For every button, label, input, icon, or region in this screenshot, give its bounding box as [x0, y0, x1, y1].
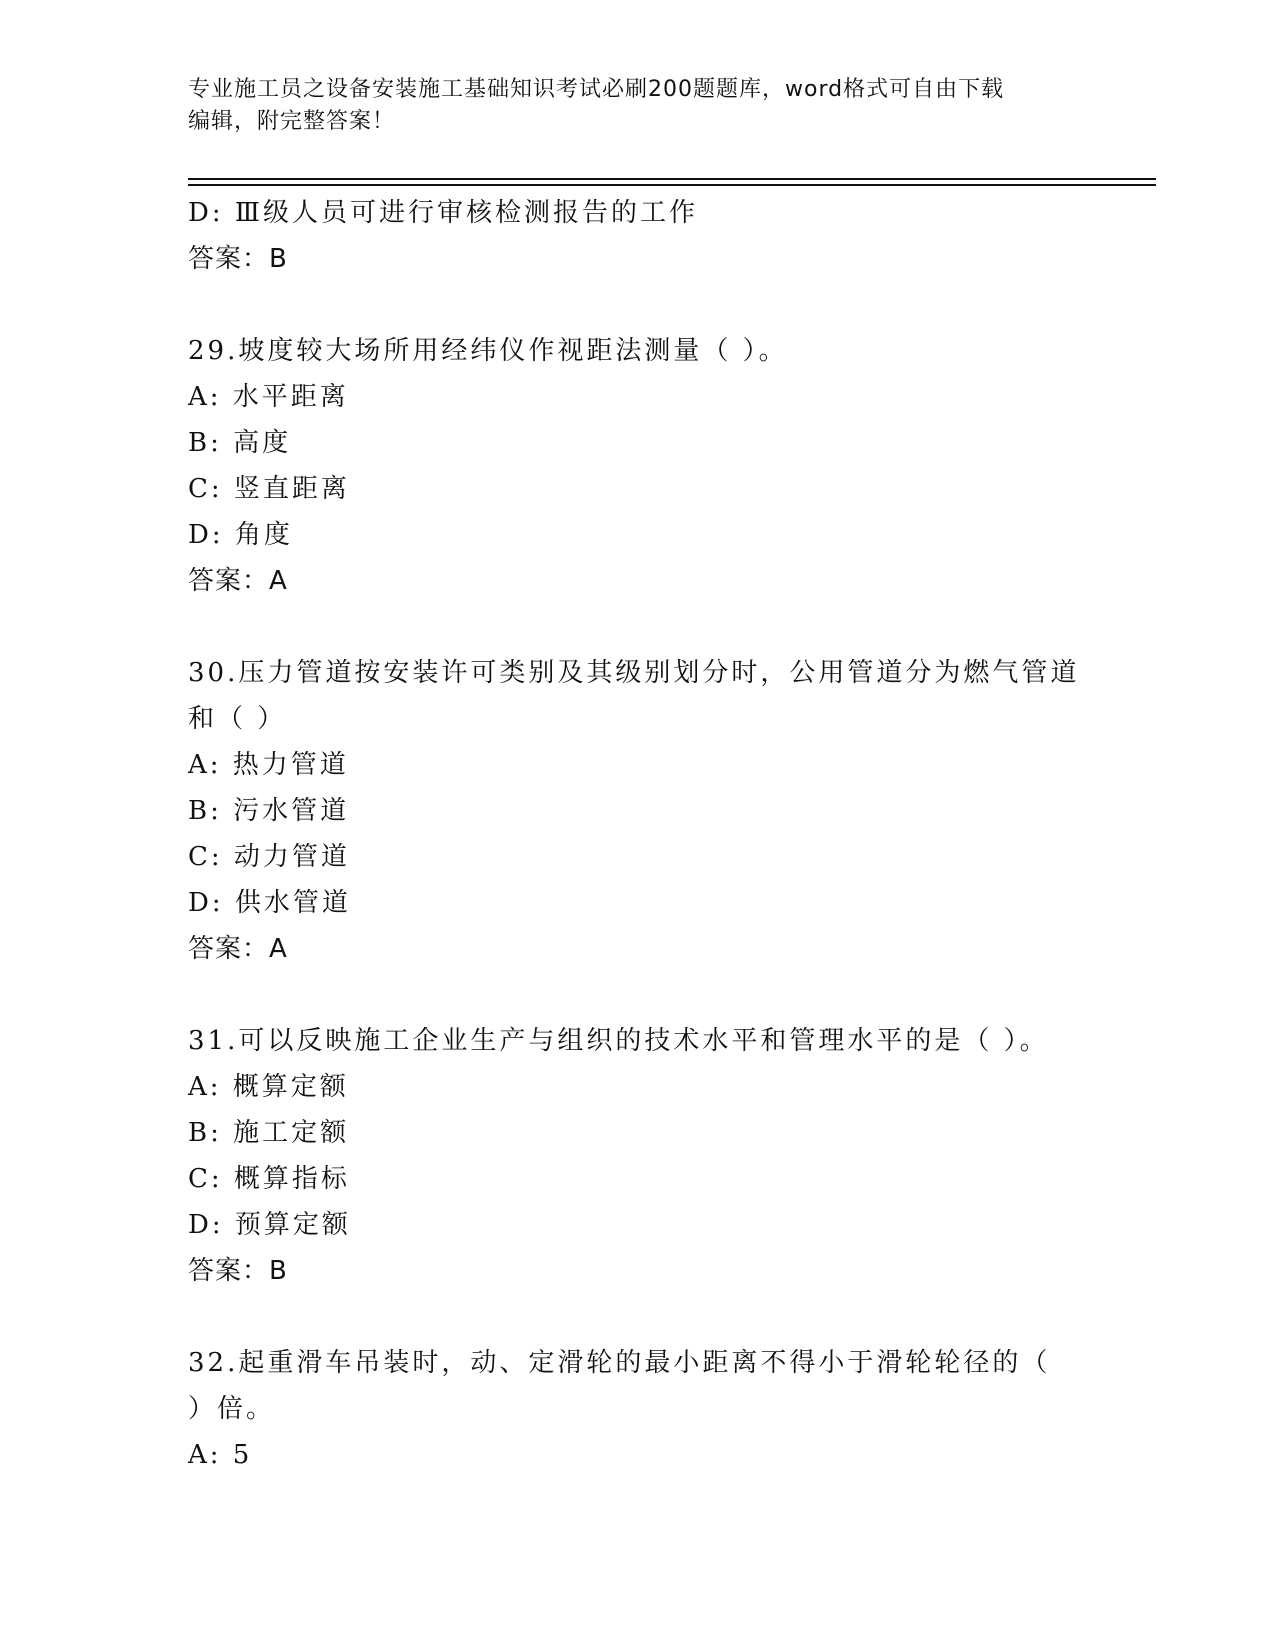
- option-b: B: 污水管道: [188, 796, 350, 826]
- option-d: D: Ⅲ级人员可进行审核检测报告的工作: [188, 198, 698, 228]
- question-list: [188, 190, 1088, 1478]
- document-header: [188, 74, 1088, 138]
- option-d: D: 预算定额: [188, 1210, 351, 1240]
- option-b: B: 高度: [188, 428, 292, 458]
- answer-line: 答案：A: [188, 934, 288, 964]
- header-divider-bottom: [188, 184, 1156, 186]
- question-30: [188, 650, 1088, 972]
- question-stem-line-1: 32.起重滑车吊装时，动、定滑轮的最小距离不得小于滑轮轮径的（: [188, 1348, 1051, 1378]
- answer-line: 答案：A: [188, 566, 288, 596]
- question-28-tail: [188, 190, 1088, 282]
- option-d: D: 供水管道: [188, 888, 351, 918]
- header-title-line-2: 编辑，附完整答案！: [188, 109, 396, 134]
- answer-line: 答案：B: [188, 1256, 288, 1286]
- question-stem-line-1: 30.压力管道按安装许可类别及其级别划分时，公用管道分为燃气管道: [188, 658, 1080, 688]
- option-a: A: 5: [188, 1440, 253, 1470]
- option-d: D: 角度: [188, 520, 293, 550]
- answer-line: 答案：B: [188, 244, 288, 274]
- header-title-line-1: 专业施工员之设备安装施工基础知识考试必刷200题题库，word格式可自由下载: [188, 77, 1005, 102]
- spacer: [188, 972, 1088, 1018]
- question-32: [188, 1340, 1088, 1478]
- option-c: C: 竖直距离: [188, 474, 350, 504]
- spacer: [188, 604, 1088, 650]
- question-29: [188, 328, 1088, 604]
- spacer: [188, 1294, 1088, 1340]
- option-c: C: 概算指标: [188, 1164, 350, 1194]
- option-a: A: 水平距离: [188, 382, 349, 412]
- question-stem-line-2: ）倍。: [188, 1394, 276, 1424]
- question-31: [188, 1018, 1088, 1294]
- option-a: A: 概算定额: [188, 1072, 349, 1102]
- question-stem: 31.可以反映施工企业生产与组织的技术水平和管理水平的是（ ）。: [188, 1026, 1049, 1056]
- spacer: [188, 282, 1088, 328]
- option-a: A: 热力管道: [188, 750, 349, 780]
- header-divider-top: [188, 178, 1156, 180]
- option-b: B: 施工定额: [188, 1118, 350, 1148]
- question-stem-line-2: 和（ ）: [188, 704, 287, 734]
- option-c: C: 动力管道: [188, 842, 350, 872]
- question-stem: 29.坡度较大场所用经纬仪作视距法测量（ ）。: [188, 336, 788, 366]
